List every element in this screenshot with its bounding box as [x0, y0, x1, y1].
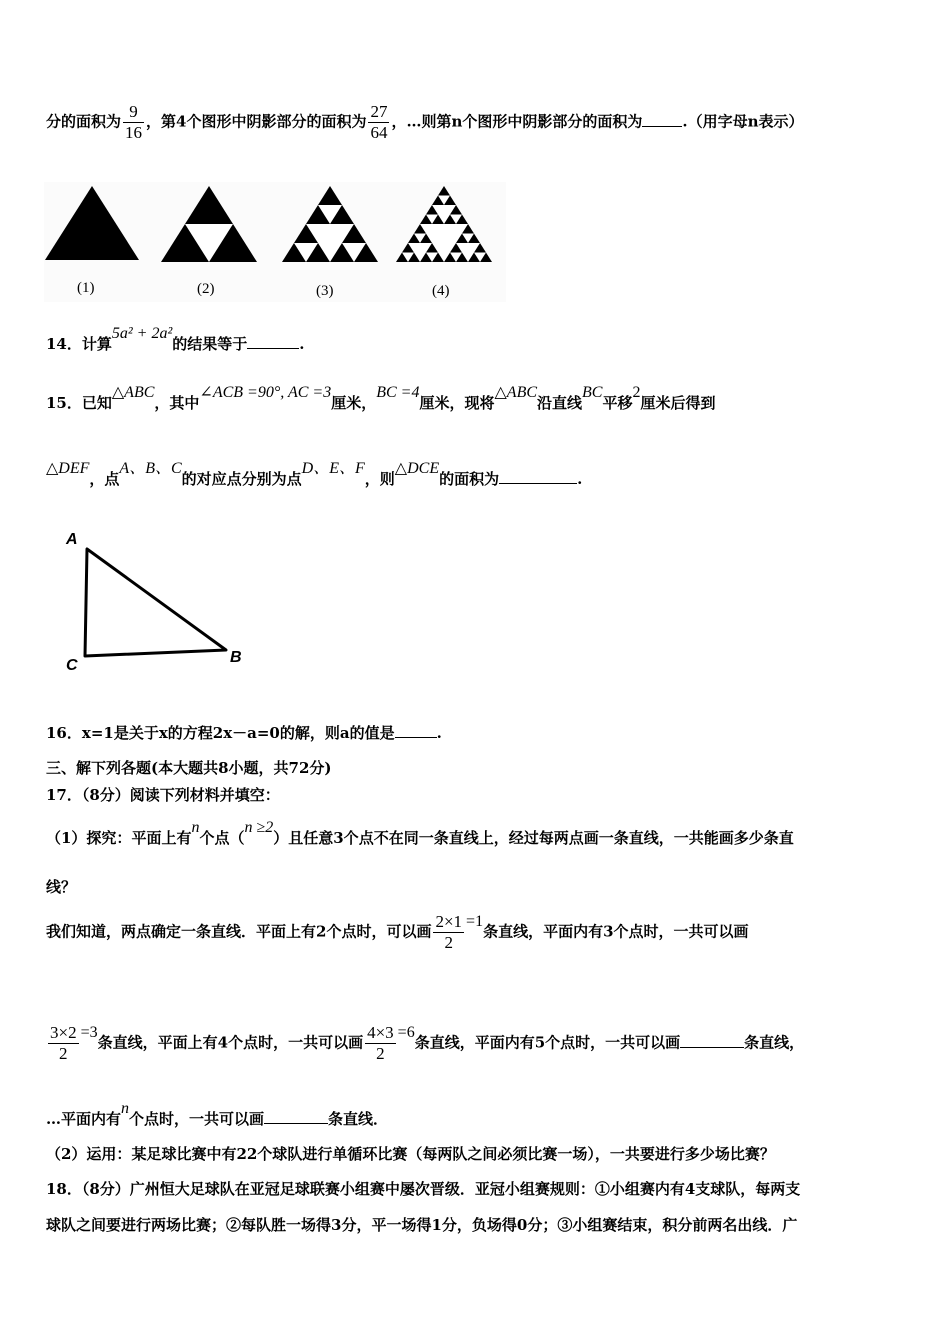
q16-end: . — [436, 724, 442, 742]
q15-t8: 的对应点分别为点 — [181, 470, 302, 488]
q14-expr: 5a² + 2a² — [111, 325, 173, 342]
frac-den: 2 — [444, 933, 453, 952]
q15-t7: ，点 — [89, 470, 120, 488]
q17-p2a: 我们知道，两点确定一条直线．平面上有2个点时，可以画 — [46, 922, 432, 941]
q14-line — [46, 325, 305, 354]
figure-label-1: (1) — [77, 280, 95, 296]
triangle-abc-figure — [60, 528, 260, 678]
triangle-3 — [282, 186, 378, 262]
triangle-1 — [45, 186, 139, 260]
q18-line-1: 18．（8分）广州恒大足球队在亚冠足球联赛小组赛中屡次晋级．亚冠小组赛规则：①小组赛内有4支球队，每两支 — [46, 1180, 801, 1198]
frac-eq: =1 — [466, 912, 484, 930]
triangle-abc — [85, 549, 226, 656]
vertex-label-c: C — [66, 657, 78, 674]
q17-p1d: 线？ — [46, 878, 77, 896]
q15-t2: 厘米， — [331, 394, 377, 412]
q15-t4: 沿直线 — [537, 394, 583, 412]
answer-blank — [680, 1047, 744, 1048]
q15-end: . — [577, 470, 583, 488]
q15-bc2: BC — [582, 384, 603, 401]
q17-p4c: 条直线． — [328, 1110, 389, 1128]
q14-suffix: 的结果等于 — [172, 335, 248, 353]
frac-den: 64 — [370, 123, 388, 142]
q17-p1c: ）且任意3个点不在同一条直线上，经过每两点画一条直线，一共能画多少条直 — [273, 829, 794, 847]
figure-label-4: (4) — [432, 283, 450, 299]
q15-t5: 平移 — [602, 394, 633, 412]
q17-p4b: 个点时，一共可以画 — [129, 1110, 265, 1128]
frac-den: 2 — [376, 1044, 385, 1063]
q14-prefix: 14．计算 — [46, 335, 112, 353]
q17-part1-line-3 — [46, 912, 749, 953]
fraction-3x2-2 — [48, 1023, 79, 1064]
q18-line-2: 球队之间要进行两场比赛；②每队胜一场得3分，平一场得1分，负场得0分；③小组赛结束，积分前两名出线．广 — [46, 1216, 798, 1234]
fraction-4x3-2 — [365, 1023, 396, 1064]
frac-den: 16 — [125, 123, 143, 142]
frac-num: 3×2 — [50, 1023, 77, 1042]
q15-tri4: △DCE — [394, 460, 440, 477]
q15-t1: ，其中 — [154, 394, 200, 412]
q16-text: 16．x=1是关于x的方程2x－a=0的解，则a的值是 — [46, 724, 395, 742]
q17-p3b: 条直线，平面内有5个点时，一共可以画 — [414, 1033, 681, 1052]
q13-prefix: 分的面积为 — [46, 112, 122, 131]
fraction-27-64 — [368, 102, 389, 143]
q17-p1b: 个点（ — [199, 829, 245, 847]
sierpinski-figure — [44, 182, 506, 302]
q14-end: . — [299, 335, 305, 353]
answer-blank — [642, 126, 682, 127]
q17-part1-line-4 — [46, 1023, 804, 1064]
figure-label-2: (2) — [197, 281, 215, 297]
q17-p3a: 条直线，平面上有4个点时，一共可以画 — [97, 1033, 364, 1052]
q15-prefix: 15．已知 — [46, 394, 112, 412]
q17-n: n — [191, 819, 200, 836]
q13-line — [46, 102, 804, 143]
triangle-2 — [161, 186, 257, 262]
q15-cond: ∠ACB =90°, AC =3 — [199, 384, 332, 401]
frac-num: 27 — [370, 102, 388, 121]
q17-p3c: 条直线， — [744, 1033, 805, 1052]
frac-eq: =3 — [80, 1023, 98, 1041]
answer-blank — [395, 737, 437, 738]
q16-line — [46, 722, 442, 743]
q17-cond: n ≥2 — [244, 819, 274, 836]
q15-t6: 厘米后得到 — [640, 394, 716, 412]
q15-tri1: △ABC — [111, 384, 155, 401]
fraction-2x1-2 — [433, 912, 464, 953]
answer-blank — [264, 1123, 328, 1124]
answer-blank — [499, 483, 577, 484]
q17-part1-line-5 — [46, 1100, 389, 1129]
figure-label-3: (3) — [316, 283, 334, 299]
q13-suffix: ，…则第n个图形中阴影部分的面积为 — [391, 112, 643, 131]
q15-tri3: △DEF — [46, 460, 90, 477]
frac-den: 2 — [59, 1044, 68, 1063]
frac-num: 2×1 — [435, 912, 463, 931]
vertex-label-a: A — [66, 531, 78, 548]
triangle-4 — [396, 186, 492, 262]
q17-p4a: …平面内有 — [46, 1110, 122, 1128]
q15-two: 2 — [632, 384, 641, 401]
answer-blank — [247, 348, 299, 349]
frac-num: 4×3 — [367, 1023, 394, 1042]
q13-end: .（用字母n表示） — [682, 112, 804, 131]
q17-n2: n — [121, 1100, 130, 1117]
fraction-9-16 — [123, 102, 144, 143]
vertex-label-b: B — [230, 649, 242, 666]
q15-bc: BC =4 — [376, 384, 420, 401]
frac-num: 9 — [123, 102, 144, 123]
q17-part2: （2）运用：某足球比赛中有22个球队进行单循环比赛（每两队之间必须比赛一场），一共要进行多少场比赛？ — [46, 1145, 775, 1163]
q15-line-1 — [46, 384, 716, 413]
q15-pts2: D、E、F — [301, 460, 365, 477]
q13-mid: ，第4个图形中阴影部分的面积为 — [146, 112, 367, 131]
q17-part1-line — [46, 819, 794, 848]
section-3-heading: 三、解下列各题(本大题共8小题，共72分) — [46, 759, 332, 777]
q15-t10: 的面积为 — [439, 470, 500, 488]
q17-p2b: 条直线，平面内有3个点时，一共可以画 — [483, 922, 749, 941]
q15-t3: 厘米，现将 — [419, 394, 495, 412]
q17-p1a: （1）探究：平面上有 — [46, 829, 192, 847]
q15-tri2: △ABC — [494, 384, 538, 401]
q17-title: 17．（8分）阅读下列材料并填空： — [46, 786, 280, 804]
frac-eq: =6 — [397, 1023, 415, 1041]
q15-line-2 — [46, 460, 583, 489]
q15-pts1: A、B、C — [119, 460, 182, 477]
q15-t9: ，则 — [364, 470, 395, 488]
